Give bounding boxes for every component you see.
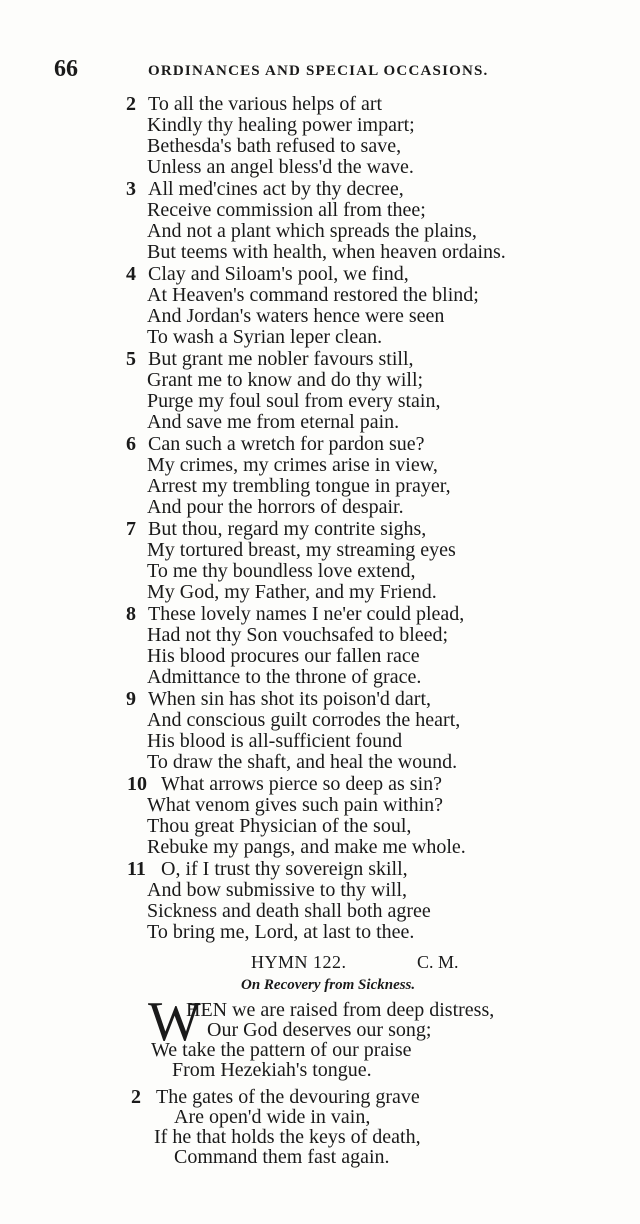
verse-number: 9	[126, 688, 136, 710]
verse-line: My tortured breast, my streaming eyes	[147, 539, 456, 561]
verse-line: Can such a wretch for pardon sue?	[148, 433, 425, 455]
page-number: 66	[54, 56, 78, 82]
verse-line: These lovely names I ne'er could plead,	[148, 603, 465, 625]
drop-cap: W	[148, 991, 201, 1053]
verse-line: Sickness and death shall both agree	[147, 900, 431, 922]
hymn-line: Our God deserves our song;	[207, 1019, 432, 1041]
verse-line: Admittance to the throne of grace.	[147, 666, 422, 688]
verse-number: 11	[127, 858, 146, 880]
verse-number: 4	[126, 263, 136, 285]
verse-line: Bethesda's bath refused to save,	[147, 135, 402, 157]
verse-line: Kindly thy healing power impart;	[147, 114, 415, 136]
verse-line: What venom gives such pain within?	[147, 794, 444, 816]
hymn-line: Command them fast again.	[174, 1146, 390, 1168]
hymn-line: If he that holds the keys of death,	[154, 1126, 421, 1148]
hymn-line: Are open'd wide in vain,	[174, 1106, 371, 1128]
running-head: ORDINANCES AND SPECIAL OCCASIONS.	[148, 63, 489, 79]
hymn-line: HEN we are raised from deep distress,	[186, 999, 495, 1021]
verse-line: My crimes, my crimes arise in view,	[147, 454, 438, 476]
verse-number: 2	[126, 93, 136, 115]
verse-line: Grant me to know and do thy will;	[147, 369, 424, 391]
page-header	[0, 56, 640, 86]
verse-line: And bow submissive to thy will,	[147, 879, 408, 901]
hymn-line: The gates of the devouring grave	[156, 1086, 420, 1108]
verse-number: 3	[126, 178, 136, 200]
verse-line: But teems with health, when heaven ordains.	[147, 241, 506, 263]
verse-line: Purge my foul soul from every stain,	[147, 390, 441, 412]
verse-line: At Heaven's command restored the blind;	[147, 284, 479, 306]
verse-line: O, if I trust thy sovereign skill,	[161, 858, 408, 880]
verse-line: My God, my Father, and my Friend.	[147, 581, 437, 603]
verse-line: Clay and Siloam's pool, we find,	[148, 263, 409, 285]
verse-line: But thou, regard my contrite sighs,	[148, 518, 427, 540]
verse-line: His blood is all-sufficient found	[147, 730, 403, 752]
verse-line: To me thy boundless love extend,	[147, 560, 416, 582]
verse-line: To wash a Syrian leper clean.	[147, 326, 383, 348]
verse-line: What arrows pierce so deep as sin?	[161, 773, 442, 795]
verse-line: Rebuke my pangs, and make me whole.	[147, 836, 466, 858]
verse-number: 7	[126, 518, 136, 540]
hymn-meter: C. M.	[417, 952, 459, 972]
hymn-line: We take the pattern of our praise	[151, 1039, 412, 1061]
verse-number: 5	[126, 348, 136, 370]
verse-line: Receive commission all from thee;	[147, 199, 426, 221]
verse-line: But grant me nobler favours still,	[148, 348, 414, 370]
verse-number: 6	[126, 433, 136, 455]
verse-number: 2	[131, 1086, 141, 1108]
verse-line: And not a plant which spreads the plains,	[147, 220, 477, 242]
verse-number: 8	[126, 603, 136, 625]
hymn-subtitle: On Recovery from Sickness.	[241, 977, 416, 993]
verse-line: Arrest my trembling tongue in prayer,	[147, 475, 451, 497]
hymn-title: HYMN 122.	[251, 952, 347, 972]
verse-line: And conscious guilt corrodes the heart,	[147, 709, 461, 731]
verse-line: And pour the horrors of despair.	[147, 496, 404, 518]
verse-line: And save me from eternal pain.	[147, 411, 400, 433]
verse-line: All med'cines act by thy decree,	[148, 178, 404, 200]
verse-line: To bring me, Lord, at last to thee.	[147, 921, 415, 943]
verse-line: To draw the shaft, and heal the wound.	[147, 751, 458, 773]
verse-line: His blood procures our fallen race	[147, 645, 420, 667]
verse-line: When sin has shot its poison'd dart,	[148, 688, 432, 710]
verse-line: And Jordan's waters hence were seen	[147, 305, 445, 327]
verse-line: Thou great Physician of the soul,	[147, 815, 412, 837]
hymn-line: From Hezekiah's tongue.	[172, 1059, 372, 1081]
verse-number: 10	[127, 773, 147, 795]
verse-line: Had not thy Son vouchsafed to bleed;	[147, 624, 449, 646]
verse-line: Unless an angel bless'd the wave.	[147, 156, 414, 178]
verse-line: To all the various helps of art	[148, 93, 383, 115]
